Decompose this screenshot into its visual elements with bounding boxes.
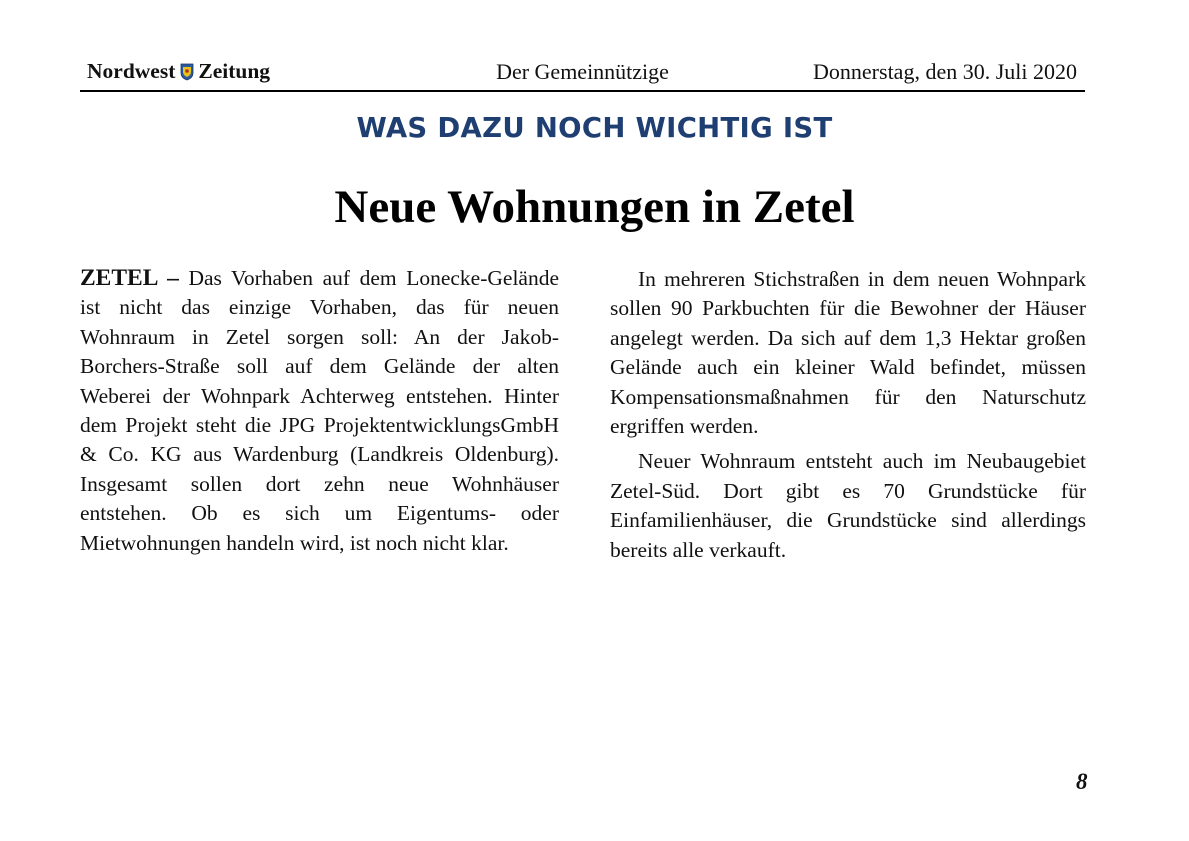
- brand-name-part-1: Nordwest: [87, 59, 176, 83]
- coat-of-arms-icon: [180, 63, 194, 81]
- newspaper-brand: [87, 59, 270, 84]
- issue-title: Der Gemeinnützige: [496, 59, 669, 84]
- brand-name-part-2: Zeitung: [198, 59, 271, 83]
- article-paragraph: Neuer Wohnraum entsteht auch im Neubaugebiet Zetel-Süd. Dort gibt es 70 Grundstücke für Einfamilienhäuser, die Grundstücke sind allerdings bereits alle verkauft.: [610, 449, 1086, 562]
- article-paragraph: In mehreren Stichstraßen in dem neuen Wohnpark sollen 90 Parkbuchten für die Bewohner der Häuser angelegt werden. Da sich auf dem 1,3 Hektar großen Gelände auch ein kleiner Wald befindet, müssen Kompensationsmaßnahmen für den Naturschutz ergriffen werden.: [610, 267, 1086, 439]
- article-paragraph: [80, 264, 559, 558]
- article-dateline: ZETEL –: [80, 265, 179, 291]
- section-kicker: WAS DAZU NOCH WICHTIG IST: [356, 112, 833, 144]
- article-left-text: Das Vorhaben auf dem Lonecke-Gelände ist nicht das einzige Vorhaben, das für neuen Wohnraum in Zetel sorgen soll: An der Jakob-Borchers-Straße soll auf dem Gelände der alten Weberei der Wohnpark Achterweg entstehen. Hinter dem Projekt steht die JPG ProjektentwicklungsGmbH & Co. KG aus Wardenburg (Landkreis Oldenburg). Insgesamt sollen dort zehn neue Wohnhäuser entstehen. Ob es sich um Eigentums- oder Mietwohnungen handeln wird, ist noch nicht klar.: [80, 266, 559, 555]
- article-headline: Neue Wohnungen in Zetel: [334, 181, 855, 233]
- issue-date: Donnerstag, den 30. Juli 2020: [813, 59, 1077, 84]
- article-column-right: [610, 265, 1086, 565]
- page-number: 8: [1076, 769, 1088, 794]
- article-column-left: [80, 264, 559, 558]
- newspaper-header: [80, 56, 1085, 92]
